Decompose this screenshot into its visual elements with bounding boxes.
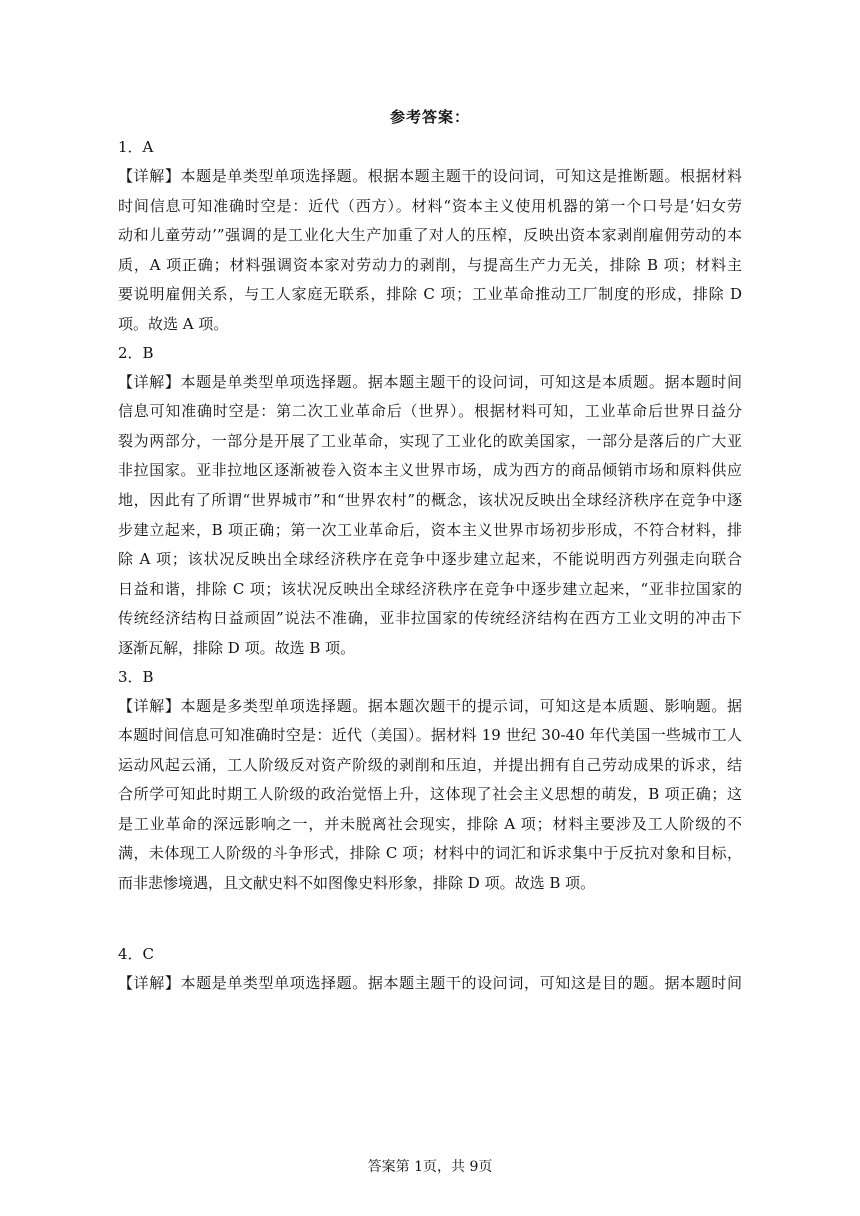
explanation-line: 质，A 项正确；材料强调资本家对劳动力的剥削，与提高生产力无关，排除 B 项；材料主 (118, 255, 742, 274)
page-footer: 答案第 1页，共 9页 (367, 1159, 493, 1175)
explanation-line: 裂为两部分，一部分是开展了工业革命，实现了工业化的欧美国家，一部分是落后的广大亚 (118, 431, 742, 450)
explanation-line: 是工业革命的深远影响之一，并未脱离社会现实，排除 A 项；材料主要涉及工人阶级的不 (118, 814, 742, 833)
answer-1 (118, 134, 742, 340)
page-title: 参考答案： (389, 108, 470, 126)
explanation-line: 合所学可知此时期工人阶级的政治觉悟上升，这体现了社会主义思想的萌发，B 项正确；这 (118, 785, 742, 804)
answer-4 (118, 941, 742, 999)
explanation-line: 步建立起来，B 项正确；第一次工业革命后，资本主义世界市场初步形成，不符合材料，排 (118, 520, 742, 539)
explanation-line: 【详解】本题是单类型单项选择题。据本题主题干的设问词，可知这是本质题。据本题时间 (118, 372, 742, 391)
answer-explanation (118, 162, 742, 340)
explanation-line: 日益和谐，排除 C 项；该状况反映出全球经济秩序在竞争中逐步建立起来，“亚非拉国家的 (118, 579, 742, 598)
explanation-line: 而非悲惨境遇，且文献史料不如图像史料形象，排除 D 项。故选 B 项。 (118, 874, 596, 893)
answers-content (118, 134, 742, 998)
answer-explanation (118, 368, 742, 664)
explanation-line: 非拉国家。亚非拉地区逐渐被卷入资本主义世界市场，成为西方的商品倾销市场和原料供应 (118, 461, 742, 480)
explanation-line: 时间信息可知准确时空是：近代（西方）。材料“资本主义使用机器的第一个口号是‘妇女劳 (118, 196, 742, 215)
explanation-line: 【详解】本题是多类型单项选择题。据本题次题干的提示词，可知这是本质题、影响题。据 (118, 696, 742, 715)
explanation-line: 满，未体现工人阶级的斗争形式，排除 C 项；材料中的词汇和诉求集中于反抗对象和目标， (118, 844, 742, 863)
section-gap (118, 899, 742, 941)
answer-explanation (118, 692, 742, 899)
answer-number: 4．C (118, 944, 155, 963)
explanation-line: 除 A 项；该状况反映出全球经济秩序在竞争中逐步建立起来，不能说明西方列强走向联合 (118, 550, 742, 569)
explanation-line: 运动风起云涌，工人阶级反对资产阶级的剥削和压迫，并提出拥有自己劳动成果的诉求，结 (118, 755, 742, 774)
explanation-line: 动和儿童劳动’”强调的是工业化大生产加重了对人的压榨，反映出资本家剥削雇佣劳动的本 (118, 226, 742, 245)
explanation-line: 本题时间信息可知准确时空是：近代（美国）。据材料 19 世纪 30-40 年代美国一些城市工人 (118, 726, 742, 745)
answer-number: 3．B (118, 667, 154, 686)
answer-explanation (118, 969, 742, 999)
explanation-line: 要说明雇佣关系，与工人家庭无联系，排除 C 项；工业革命推动工厂制度的形成，排除 D (118, 285, 742, 304)
explanation-line: 逐渐瓦解，排除 D 项。故选 B 项。 (118, 638, 356, 657)
answer-2 (118, 340, 742, 664)
answer-3 (118, 664, 742, 899)
explanation-line: 项。故选 A 项。 (118, 314, 229, 333)
answer-number: 1．A (118, 138, 154, 156)
explanation-line: 【详解】本题是单类型单项选择题。根据本题主题干的设问词，可知这是推断题。根据材料 (118, 167, 742, 185)
explanation-line: 信息可知准确时空是：第二次工业革命后（世界）。根据材料可知，工业革命后世界日益分 (118, 402, 742, 421)
answer-number: 2．B (118, 343, 154, 362)
explanation-line: 【详解】本题是单类型单项选择题。据本题主题干的设问词，可知这是目的题。据本题时间 (118, 973, 742, 992)
explanation-line: 传统经济结构日益顽固”说法不准确，亚非拉国家的传统经济结构在西方工业文明的冲击下 (118, 609, 742, 628)
explanation-line: 地，因此有了所谓“世界城市”和“世界农村”的概念，该状况反映出全球经济秩序在竞争中逐 (118, 490, 742, 509)
